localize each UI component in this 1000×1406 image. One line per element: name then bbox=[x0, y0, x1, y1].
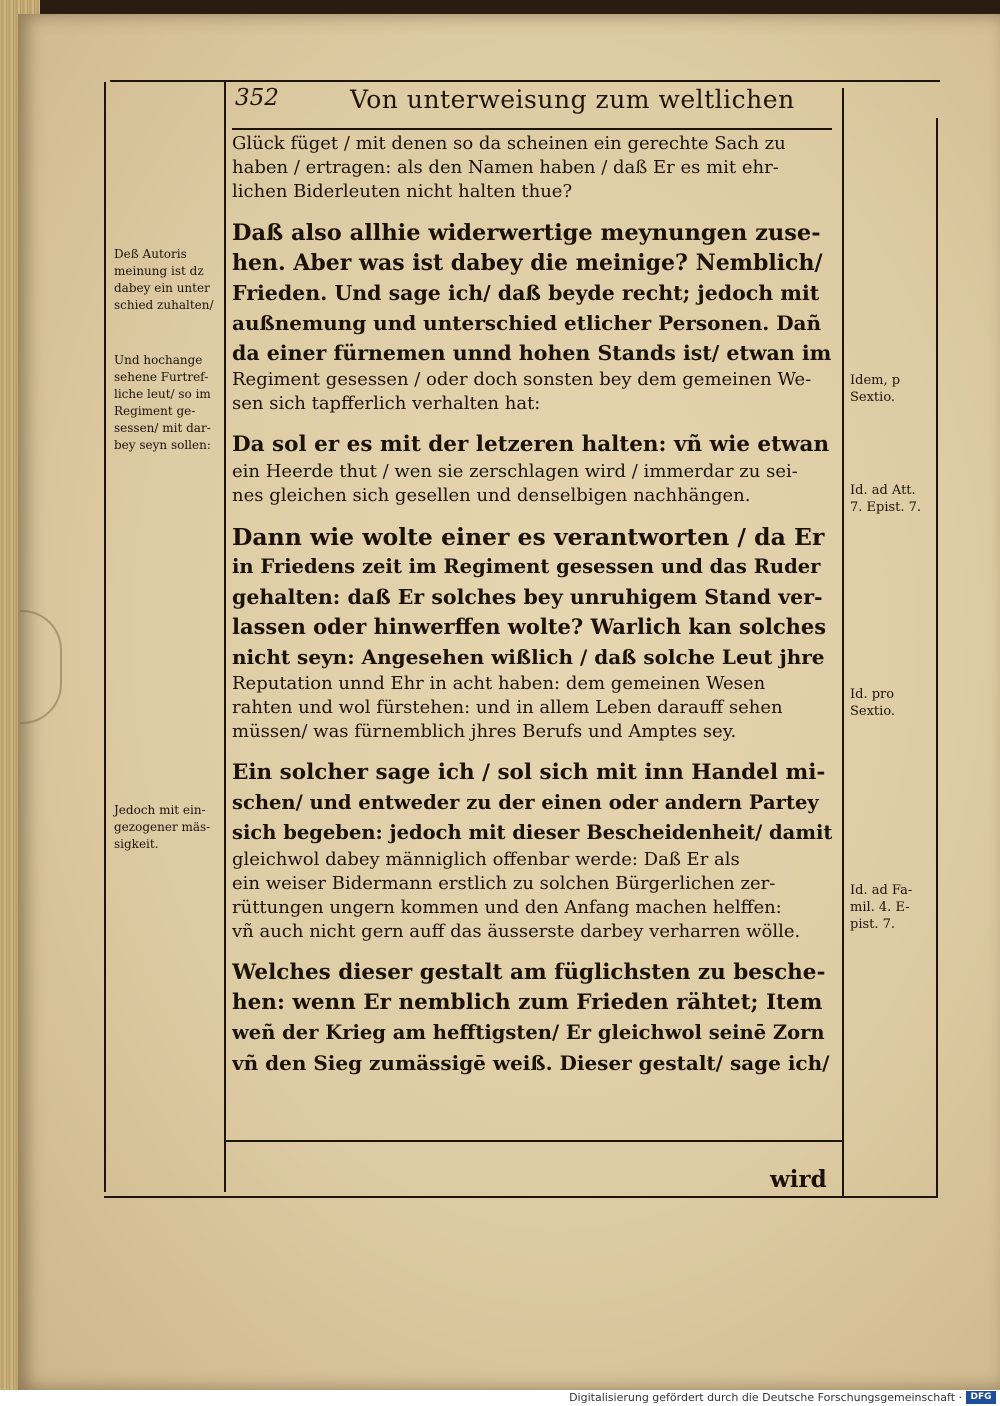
frame-right-inner bbox=[842, 88, 844, 1198]
text-line: weñ der Krieg am hefftigsten/ Er gleichwol seinē Zorn bbox=[232, 1021, 825, 1044]
text-line: haben / ertragen: als den Namen haben / daß Er es mit ehr- bbox=[232, 157, 779, 178]
text-line: nicht seyn: Angesehen wißlich / daß solche Leut jhre bbox=[232, 645, 825, 669]
margin-note-line: Sextio. bbox=[850, 390, 896, 405]
text-line: lassen oder hinwerffen wolte? Warlich kan solches bbox=[232, 614, 827, 639]
margin-note-line: liche leut/ so im bbox=[114, 387, 211, 401]
margin-note-line: gezogener mäs- bbox=[114, 820, 211, 834]
text-line: Reputation unnd Ehr in acht haben: dem gemeinen Wesen bbox=[232, 673, 766, 694]
paragraph bbox=[232, 430, 832, 508]
frame-bottom-rule bbox=[104, 1196, 938, 1198]
margin-note-left bbox=[114, 802, 224, 853]
text-line: nes gleichen sich gesellen und denselbigen nachhängen. bbox=[232, 485, 751, 506]
text-line: rüttungen ungern kommen und den Anfang machen helffen: bbox=[232, 897, 782, 918]
dfg-logo: DFG bbox=[966, 1391, 996, 1404]
text-line: sich begeben: jedoch mit dieser Bescheidenheit/ damit bbox=[232, 821, 832, 844]
text-line: Daß also allhie widerwertige meynungen zuse- bbox=[232, 220, 821, 246]
paragraph bbox=[232, 218, 832, 416]
paragraph bbox=[232, 132, 832, 204]
text-line: vñ auch nicht gern auff das äusserste darbey verharren wölle. bbox=[232, 921, 801, 942]
margin-note-line: sigkeit. bbox=[114, 837, 159, 851]
text-line: Dann wie wolte einer es verantworten / da Er bbox=[232, 523, 825, 551]
margin-note-line: Deß Autoris bbox=[114, 247, 187, 261]
page-number: 352 bbox=[235, 85, 279, 111]
text-line: vñ den Sieg zumässigē weiß. Dieser gestalt/ sage ich/ bbox=[232, 1051, 830, 1075]
paragraph bbox=[232, 758, 832, 944]
text-line: Ein solcher sage ich / sol sich mit inn Handel mi- bbox=[232, 760, 826, 785]
text-line: Welches dieser gestalt am füglichsten zu besche- bbox=[232, 960, 826, 985]
margin-note-line: Und hochange bbox=[114, 353, 203, 367]
margin-note-line: sehene Furtref- bbox=[114, 370, 209, 384]
margin-note-line: sessen/ mit dar- bbox=[114, 421, 211, 435]
margin-note-left bbox=[114, 352, 224, 454]
text-line: rahten und wol fürstehen: und in allem Leben darauff sehen bbox=[232, 697, 783, 718]
margin-note-right bbox=[850, 372, 934, 406]
text-line: gleichwol dabey männiglich offenbar werde: Daß Er als bbox=[232, 849, 740, 870]
margin-note-line: Sextio. bbox=[850, 704, 896, 719]
paragraph bbox=[232, 522, 832, 744]
text-line: schen/ und entweder zu der einen oder andern Partey bbox=[232, 791, 819, 814]
margin-note-left bbox=[114, 246, 224, 314]
paragraph-gap bbox=[232, 416, 832, 430]
frame-left-inner bbox=[224, 82, 226, 1192]
margin-note-line: dabey ein unter bbox=[114, 281, 210, 295]
text-line: ein weiser Bidermann erstlich zu solchen Bürgerlichen zer- bbox=[232, 873, 776, 894]
footer-credit: Digitalisierung gefördert durch die Deutsche Forschungsgemeinschaft · bbox=[569, 1391, 962, 1404]
margin-note-line: bey seyn sollen: bbox=[114, 438, 211, 452]
margin-note-line: Id. ad Att. bbox=[850, 483, 916, 498]
margin-note-line: mil. 4. E- bbox=[850, 900, 910, 915]
paragraph-gap bbox=[232, 744, 832, 758]
text-line: Frieden. Und sage ich/ daß beyde recht; jedoch mit bbox=[232, 281, 820, 305]
catchword: wird bbox=[770, 1166, 827, 1193]
margin-note-line: Jedoch mit ein- bbox=[114, 803, 206, 817]
text-line: sen sich tapfferlich verhalten hat: bbox=[232, 393, 541, 414]
frame-left-outer bbox=[104, 82, 106, 1192]
paragraph-gap bbox=[232, 508, 832, 522]
text-line: müssen/ was fürnemblich jhres Berufs und Amptes sey. bbox=[232, 721, 737, 742]
margin-note-line: Id. pro bbox=[850, 687, 895, 702]
margin-note-right bbox=[850, 686, 934, 720]
text-line: ein Heerde thut / wen sie zerschlagen wird / immerdar zu sei- bbox=[232, 461, 798, 482]
text-line: gehalten: daß Er solches bey unruhigem Stand ver- bbox=[232, 585, 823, 609]
text-line: Glück füget / mit denen so da scheinen ein gerechte Sach zu bbox=[232, 133, 786, 154]
margin-note-line: Regiment ge- bbox=[114, 404, 196, 418]
frame-header-rule bbox=[232, 128, 832, 130]
running-title: Von unterweisung zum weltlichen bbox=[350, 85, 795, 114]
text-line: hen: wenn Er nemblich zum Frieden rähtet; Item bbox=[232, 990, 823, 1015]
margin-note-line: Idem, p bbox=[850, 373, 901, 388]
margin-note-line: Id. ad Fa- bbox=[850, 883, 913, 898]
text-line: Da sol er es mit der letzeren halten: vñ wie etwan bbox=[232, 432, 830, 457]
margin-note-line: pist. 7. bbox=[850, 917, 896, 932]
text-line: lichen Biderleuten nicht halten thue? bbox=[232, 181, 573, 202]
text-line: Regiment gesessen / oder doch sonsten bey dem gemeinen We- bbox=[232, 369, 812, 390]
frame-right-outer bbox=[936, 118, 938, 1198]
paragraph bbox=[232, 958, 832, 1078]
frame-text-bottom-rule bbox=[224, 1140, 844, 1142]
text-line: hen. Aber was ist dabey die meinige? Nemblich/ bbox=[232, 250, 823, 276]
text-line: in Friedens zeit im Regiment gesessen und das Ruder bbox=[232, 555, 821, 578]
margin-note-line: meinung ist dz bbox=[114, 264, 204, 278]
margin-note-right bbox=[850, 482, 934, 516]
margin-note-line: 7. Epist. 7. bbox=[850, 500, 922, 515]
frame-top-rule bbox=[110, 80, 940, 82]
text-line: außnemung und unterschied etlicher Personen. Dañ bbox=[232, 311, 822, 335]
paragraph-gap bbox=[232, 204, 832, 218]
margin-note-right bbox=[850, 882, 934, 933]
margin-note-line: schied zuhalten/ bbox=[114, 298, 214, 312]
footer-bar bbox=[0, 1390, 1000, 1406]
main-text-block bbox=[232, 132, 832, 1078]
paragraph-gap bbox=[232, 944, 832, 958]
text-line: da einer fürnemen unnd hohen Stands ist/ etwan im bbox=[232, 341, 832, 365]
